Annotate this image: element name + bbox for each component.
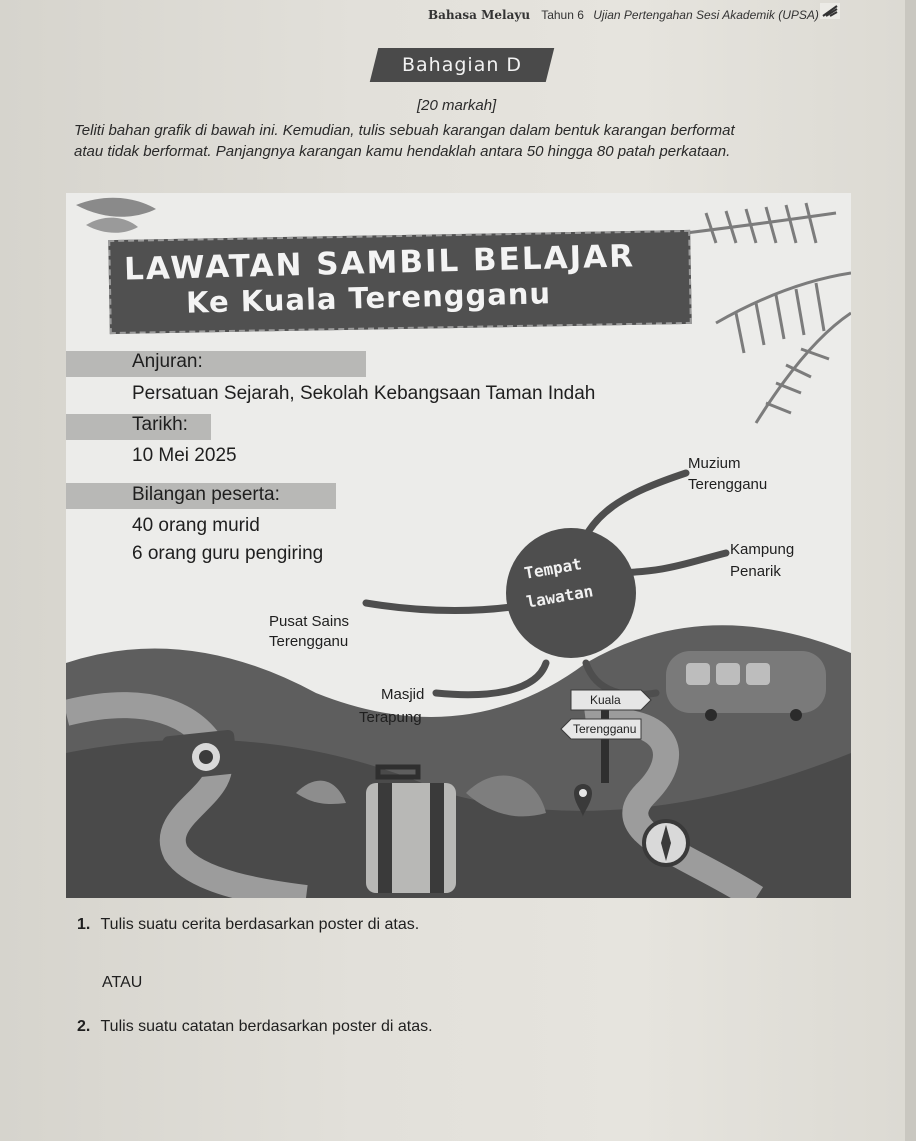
section-title: Bahagian D [401, 54, 523, 76]
place-science-line-1: Pusat Sains [269, 613, 350, 630]
signpost-top-label: Kuala [590, 693, 621, 707]
question-1 [77, 916, 419, 934]
poster-title-line-1: LAWATAN SAMBIL BELAJAR [123, 238, 636, 288]
question-2 [77, 1018, 433, 1036]
place-museum-line-1: Muzium [688, 455, 741, 472]
place-mosque-line-2: Terapung [359, 709, 422, 726]
poster [66, 193, 851, 898]
participants-label: Bilangan peserta: [132, 484, 280, 505]
instruction-line-2: atau tidak berformat. Panjangnya karangan kamu hendaklah antara 50 hingga 80 patah perkataan. [74, 143, 731, 160]
hub-label-line-2: lawatan [524, 581, 595, 612]
instruction-line-1: Teliti bahan grafik di bawah ini. Kemudian, tulis sebuah karangan dalam bentuk karangan berformat [74, 122, 735, 139]
place-science-line-2: Terengganu [269, 633, 349, 650]
poster-title-line-2: Ke Kuala Terengganu [185, 276, 552, 320]
question-or: ATAU [102, 974, 143, 991]
date-value: 10 Mei 2025 [132, 445, 237, 466]
header-exam: Ujian Pertengahan Sesi Akademik (UPSA) [593, 8, 819, 22]
section-badge [370, 48, 554, 82]
place-museum-line-2: Terengganu [688, 476, 768, 493]
instruction [74, 120, 864, 162]
section-marks: [20 markah] [417, 97, 497, 114]
question-1-number: 1. [77, 916, 91, 933]
date-label: Tarikh: [132, 414, 188, 435]
place-village-line-1: Kampung [730, 541, 795, 558]
organizer-value: Persatuan Sejarah, Sekolah Kebangsaan Taman Indah [132, 383, 596, 404]
page-edge [905, 0, 916, 1141]
place-mosque-line-1: Masjid [381, 686, 425, 703]
backpack-icon [366, 767, 456, 893]
question-1-text: Tulis suatu cerita berdasarkan poster di atas. [100, 916, 420, 933]
header-level: Tahun 6 [541, 8, 584, 22]
palm-icon [686, 203, 851, 423]
signpost-bottom-label: Terengganu [573, 722, 637, 736]
compass-icon [644, 821, 688, 865]
organizer-label: Anjuran: [132, 351, 203, 372]
camera-icon [162, 729, 238, 780]
bus-icon [666, 651, 826, 721]
participants-teachers: 6 orang guru pengiring [132, 543, 324, 564]
running-header [428, 8, 819, 22]
leaf-icon [76, 198, 156, 233]
question-2-text: Tulis suatu catatan berdasarkan poster di atas. [100, 1018, 433, 1035]
signal-icon [820, 3, 840, 19]
header-subject: Bahasa Melayu [428, 8, 531, 22]
participants-students: 40 orang murid [132, 515, 260, 536]
label-bar-organizer [66, 351, 366, 377]
hub-label-line-1: Tempat [522, 554, 584, 583]
place-village-line-2: Penarik [730, 563, 781, 580]
question-2-number: 2. [77, 1018, 91, 1035]
